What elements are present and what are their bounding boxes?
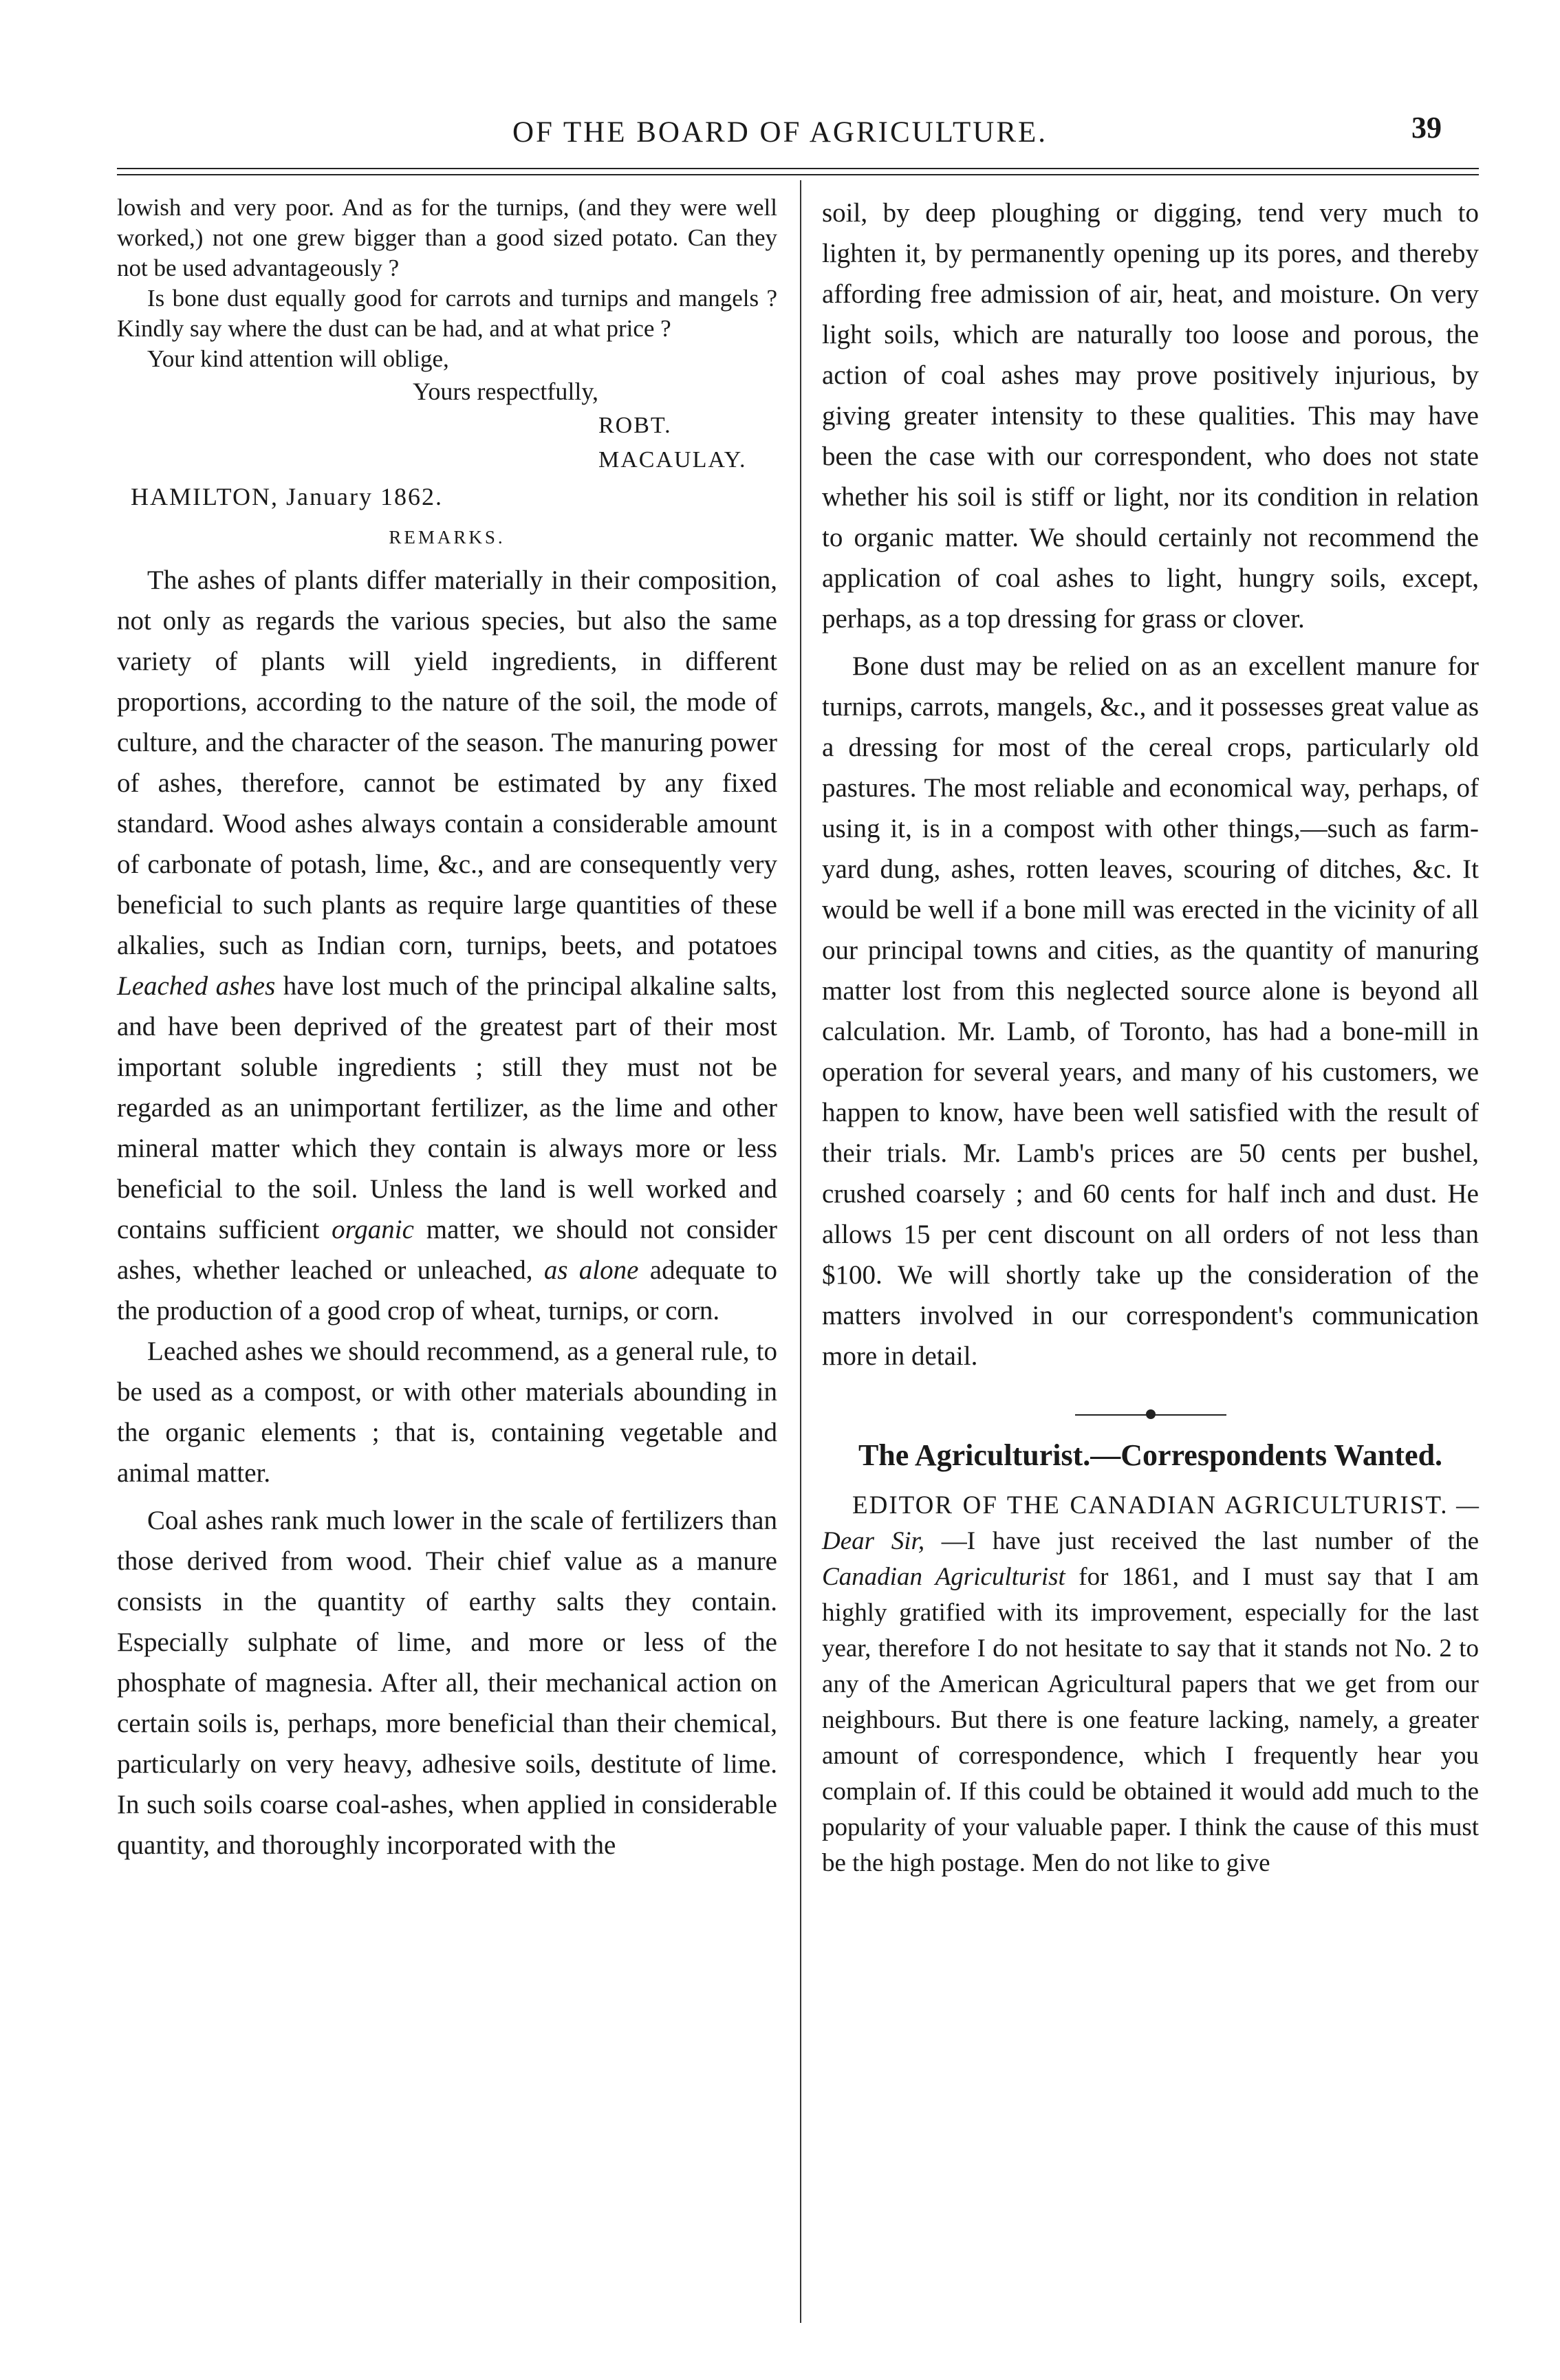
text-run-italic: Leached ashes	[117, 971, 276, 1001]
text-run-italic: organic	[332, 1215, 414, 1244]
letter-salutation: —Dear Sir,	[822, 1491, 1480, 1555]
column-divider	[800, 180, 801, 2323]
letter-paragraph: lowish and very poor. And as for the turnips, (and they were well worked,) not one grew bigger than a good sized potato. Can they not be used advantageously ?	[117, 194, 777, 281]
remarks-paragraph: Bone dust may be relied on as an excellent manure for turnips, carrots, mangels, &c., and it possesses great value as a dressing for most of the cereal crops, particularly old pastures. The most reliable and economical way, perhaps, of using it, is in a compost with other things,—such as farm-yard dung, ashes, rotten leaves, scouring of ditches, &c. It would be well if a bone mill was erected in the vicinity of all our principal towns and cities, as the quantity of manuring matter lost from this neglected source alone is beyond all calculation. Mr. Lamb, of Toronto, has had a bone-mill in operation for several years, and many of his customers, we happen to know, have been well satisfied with the result of their trials. Mr. Lamb's prices are 50 cents per bushel, crushed coarsely ; and 60 cents for half inch and dust. He allows 15 per cent discount on all orders of not less than $100. We will shortly take up the consideration of the matters involved in our correspondent's communication more in detail.	[822, 651, 1479, 1371]
section-ornament	[1075, 1407, 1226, 1423]
text-run: —I have just received the last number of the	[941, 1527, 1480, 1555]
text-run-italic: as alone	[543, 1255, 639, 1285]
right-column	[822, 193, 1479, 1881]
text-run: have lost much of the principal alkaline salts, and have been deprived of the greatest part of their most important soluble ingredients ; still they must not be regarded as an unimportant fertilizer, as the lime and other mineral matter which they contain is always more or less beneficial to the soil. Unless the land is well worked and contains sufficient	[117, 971, 777, 1244]
text-run: matter, we should not consider ashes, whether leached or unleached,	[117, 1215, 778, 1285]
section-heading: The Agriculturist.—Correspondents Wanted.	[858, 1438, 1443, 1472]
left-column	[117, 193, 777, 1865]
remarks-heading: REMARKS.	[389, 527, 506, 548]
running-title: OF THE BOARD OF AGRICULTURE.	[512, 116, 1048, 149]
letter-paragraph	[822, 1488, 1479, 1881]
letter-paragraph: Your kind attention will oblige,	[147, 345, 449, 372]
ornament-dot	[1146, 1409, 1156, 1419]
letter-address: EDITOR OF THE CANADIAN AGRICULTURIST.	[852, 1491, 1449, 1519]
letter-signature: ROBT. MACAULAY.	[598, 413, 747, 473]
header-rule	[117, 168, 1479, 175]
letter-paragraph: Is bone dust equally good for carrots and turnips and mangels ? Kindly say where the dust can be had, and at what price ?	[117, 285, 777, 342]
remarks-paragraph: soil, by deep ploughing or digging, tend very much to lighten it, by permanently opening up its pores, and thereby affording free admission of air, heat, and moisture. On very light soils, which are naturally too loose and porous, the action of coal ashes may prove positively injurious, by giving greater intensity to these qualities. This may have been the case with our correspondent, who does not state whether his soil is stiff or light, nor its condition in relation to organic matter. We should certainly not recommend the application of coal ashes to light, hungry soils, except, perhaps, as a top dressing for grass or clover.	[822, 198, 1479, 634]
letter-closing: Yours respectfully,	[413, 378, 598, 405]
text-run: for 1861, and I must say that I am highly gratified with its improvement, especially for the last year, therefore I do not hesitate to say that it stands not No. 2 to any of the American Agricultural papers that we get from our neighbours. But there is one feature lacking, namely, a greater amount of correspondence, which I frequently hear you complain of. If this could be obtained it would add much to the popularity of your valuable paper. I think the cause of this must be the high postage. Men do not like to give	[822, 1563, 1479, 1877]
dateline: HAMILTON, January 1862.	[131, 483, 443, 510]
remarks-paragraph: Coal ashes rank much lower in the scale of fertilizers than those derived from wood. Their chief value as a manure consists in the quantity of earthy salts they contain. Especially sulphate of lime, and more or less of the phosphate of magnesia. After all, their mechanical action on certain soils is, perhaps, more beneficial than their chemical, particularly on very heavy, adhesive soils, destitute of lime. In such soils coarse coal-ashes, when applied in considerable quantity, and thoroughly incorporated with the	[117, 1506, 777, 1860]
text-run: The ashes of plants differ materially in their composition, not only as regards the various species, but also the same variety of plants will yield ingredients, in different proportions, according to the nature of the soil, the mode of culture, and the character of the season. The manuring power of ashes, therefore, cannot be estimated by any fixed standard. Wood ashes always contain a considerable amount of carbonate of potash, lime, &c., and are consequently very beneficial to such plants as require large quantities of these alkalies, such as Indian corn, turnips, beets, and potatoes	[117, 565, 777, 960]
remarks-paragraph	[117, 560, 777, 1331]
publication-title: Canadian Agriculturist	[822, 1563, 1065, 1591]
text-run: adequate to the production of a good crop of wheat, turnips, or corn.	[117, 1255, 778, 1326]
remarks-paragraph: Leached ashes we should recommend, as a general rule, to be used as a compost, or with other materials abounding in the organic elements ; that is, containing vegetable and animal matter.	[117, 1337, 777, 1488]
page-number: 39	[1411, 111, 1442, 144]
